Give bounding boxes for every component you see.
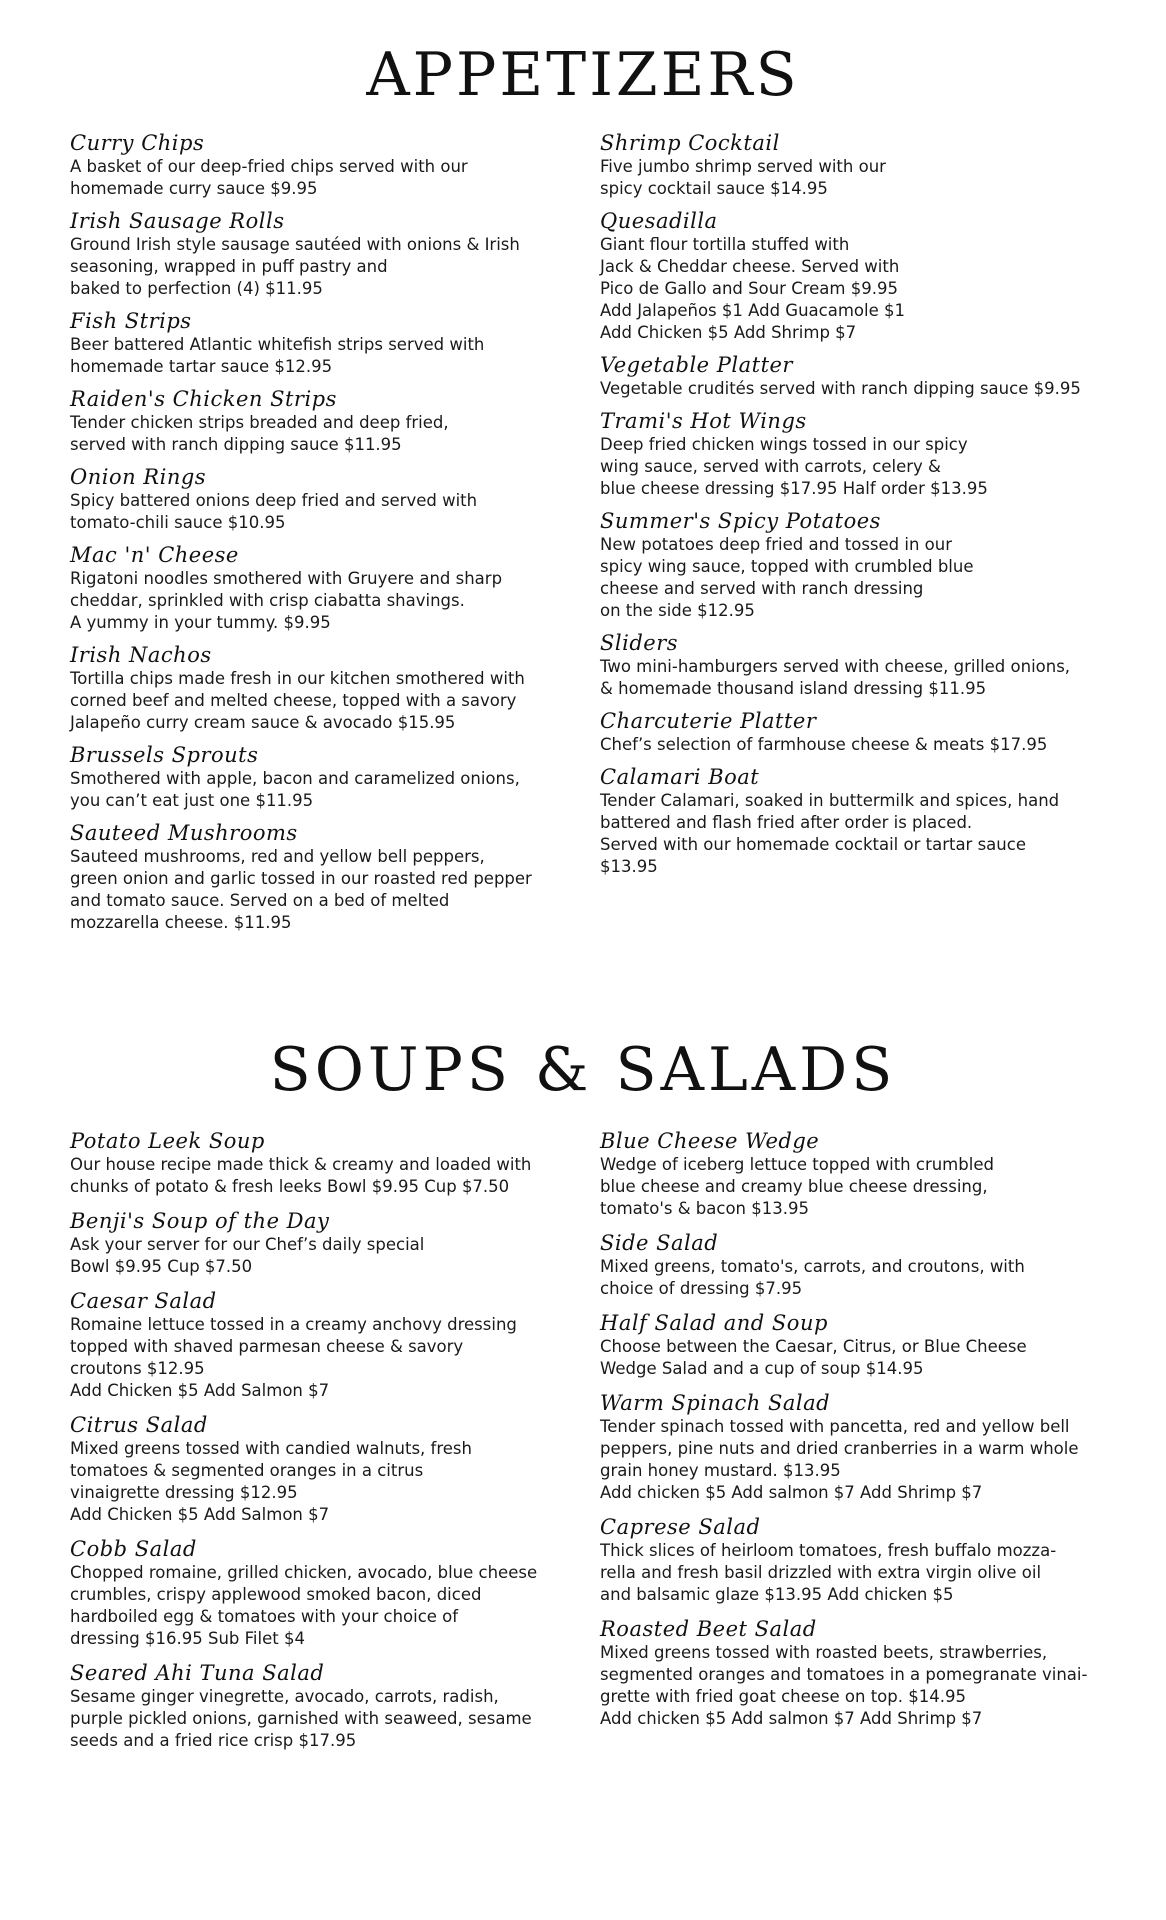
menu-item-description: Our house recipe made thick & creamy and loaded with chunks of potato & fresh leeks Bowl $9.95 Cup $7.50 bbox=[70, 1155, 532, 1196]
menu-item-name: Warm Spinach Salad bbox=[600, 1391, 831, 1415]
menu-item-description: Five jumbo shrimp served with our spicy cocktail sauce $14.95 bbox=[600, 157, 886, 198]
menu-item bbox=[70, 642, 590, 734]
menu-item bbox=[600, 630, 1110, 700]
menu-item-name: Fish Strips bbox=[70, 309, 192, 333]
menu-item-description: Choose between the Caesar, Citrus, or Blue Cheese Wedge Salad and a cup of soup $14.95 bbox=[600, 1337, 1027, 1378]
menu-item bbox=[600, 508, 1110, 622]
soups-salads-right-column bbox=[600, 1128, 1110, 1730]
menu-item-name: Sauteed Mushrooms bbox=[70, 821, 298, 845]
menu-item-name: Roasted Beet Salad bbox=[600, 1617, 817, 1641]
appetizers-right-column bbox=[600, 130, 1110, 878]
menu-item-description: Chopped romaine, grilled chicken, avocado, blue cheese crumbles, crispy applewood smoked bacon, diced hardboiled egg & tomatoes with your choice of dressing $16.95 Sub Filet $4 bbox=[70, 1563, 538, 1648]
menu-item bbox=[70, 1412, 590, 1526]
menu-item-description: Mixed greens tossed with candied walnuts, fresh tomatoes & segmented oranges in a citrus vinaigrette dressing $12.95 Add Chicken $5 Add Salmon $7 bbox=[70, 1439, 472, 1524]
menu-item-name: Calamari Boat bbox=[600, 765, 760, 789]
menu-item bbox=[600, 1128, 1110, 1220]
menu-item bbox=[70, 208, 590, 300]
menu-item bbox=[70, 464, 590, 534]
menu-item-name: Irish Sausage Rolls bbox=[70, 209, 285, 233]
menu-item bbox=[600, 1230, 1110, 1300]
menu-item bbox=[70, 820, 590, 934]
menu-item-name: Blue Cheese Wedge bbox=[600, 1129, 820, 1153]
menu-item-name: Vegetable Platter bbox=[600, 353, 793, 377]
menu-item-name: Curry Chips bbox=[70, 131, 205, 155]
menu-item bbox=[70, 386, 590, 456]
menu-item bbox=[70, 1536, 590, 1650]
menu-item-name: Onion Rings bbox=[70, 465, 207, 489]
menu-item-name: Side Salad bbox=[600, 1231, 719, 1255]
menu-item-name: Raiden's Chicken Strips bbox=[70, 387, 337, 411]
menu-item-name: Cobb Salad bbox=[70, 1537, 197, 1561]
menu-item-description: Romaine lettuce tossed in a creamy anchovy dressing topped with shaved parmesan cheese & savory croutons $12.95 Add Chicken $5 Add Salmon $7 bbox=[70, 1315, 517, 1400]
menu-item bbox=[600, 408, 1110, 500]
menu-item bbox=[70, 1208, 590, 1278]
menu-item-name: Citrus Salad bbox=[70, 1413, 208, 1437]
appetizers-left-column bbox=[70, 130, 590, 934]
menu-item bbox=[600, 1514, 1110, 1606]
menu-item-name: Shrimp Cocktail bbox=[600, 131, 780, 155]
menu-item-name: Irish Nachos bbox=[70, 643, 212, 667]
menu-item bbox=[70, 1288, 590, 1402]
menu-item-name: Quesadilla bbox=[600, 209, 718, 233]
menu-item bbox=[600, 1390, 1110, 1504]
menu-item bbox=[70, 1128, 590, 1198]
menu-item bbox=[600, 352, 1110, 400]
menu-item-name: Caesar Salad bbox=[70, 1289, 217, 1313]
menu-item-description: Vegetable crudités served with ranch dipping sauce $9.95 bbox=[600, 379, 1081, 398]
menu-item-description: Giant flour tortilla stuffed with Jack & Cheddar cheese. Served with Pico de Gallo and Sour Cream $9.95 Add Jalapeños $1 Add Guacamole $1 Add Chicken $5 Add Shrimp $7 bbox=[600, 235, 905, 342]
menu-item-description: Sesame ginger vinegrette, avocado, carrots, radish, purple pickled onions, garnished with seaweed, sesame seeds and a fried rice crisp $17.95 bbox=[70, 1687, 532, 1750]
menu-item-description: Tender chicken strips breaded and deep fried, served with ranch dipping sauce $11.95 bbox=[70, 413, 449, 454]
menu-item-name: Trami's Hot Wings bbox=[600, 409, 807, 433]
menu-item-name: Mac 'n' Cheese bbox=[70, 543, 239, 567]
menu-item-name: Caprese Salad bbox=[600, 1515, 761, 1539]
menu-item bbox=[70, 130, 590, 200]
menu-item-description: Smothered with apple, bacon and caramelized onions, you can’t eat just one $11.95 bbox=[70, 769, 520, 810]
menu-item-description: Rigatoni noodles smothered with Gruyere and sharp cheddar, sprinkled with crisp ciabatta shavings. A yummy in your tummy. $9.95 bbox=[70, 569, 503, 632]
menu-item-name: Benji's Soup of the Day bbox=[70, 1209, 330, 1233]
menu-item-name: Half Salad and Soup bbox=[600, 1311, 828, 1335]
menu-item-description: Chef’s selection of farmhouse cheese & meats $17.95 bbox=[600, 735, 1048, 754]
menu-item-name: Summer's Spicy Potatoes bbox=[600, 509, 881, 533]
menu-item bbox=[600, 1310, 1110, 1380]
menu-item-name: Seared Ahi Tuna Salad bbox=[70, 1661, 325, 1685]
menu-item-name: Potato Leek Soup bbox=[70, 1129, 265, 1153]
menu-item bbox=[70, 542, 590, 634]
menu-item-description: Mixed greens, tomato's, carrots, and croutons, with choice of dressing $7.95 bbox=[600, 1257, 1025, 1298]
soups-salads-left-column bbox=[70, 1128, 590, 1752]
menu-item-description: Thick slices of heirloom tomatoes, fresh buffalo mozza- rella and fresh basil drizzled with extra virgin olive oil and balsamic glaze $13.95 Add chicken $5 bbox=[600, 1541, 1057, 1604]
menu-item-description: Tortilla chips made fresh in our kitchen smothered with corned beef and melted cheese, topped with a savory Jalapeño curry cream sauce & avocado $15.95 bbox=[70, 669, 525, 732]
menu-item-description: Ground Irish style sausage sautéed with onions & Irish seasoning, wrapped in puff pastry and baked to perfection (4) $11.95 bbox=[70, 235, 520, 298]
menu-item bbox=[600, 130, 1110, 200]
menu-item-description: Tender Calamari, soaked in buttermilk and spices, hand battered and flash fried after order is placed. Served with our homemade cocktail or tartar sauce $13.95 bbox=[600, 791, 1060, 876]
menu-item-name: Charcuterie Platter bbox=[600, 709, 817, 733]
menu-item-description: Tender spinach tossed with pancetta, red and yellow bell peppers, pine nuts and dried cranberries in a warm whole grain honey mustard. $13.95 Add chicken $5 Add salmon $7 Add Shrimp $7 bbox=[600, 1417, 1079, 1502]
menu-item-description: Two mini-hamburgers served with cheese, grilled onions, & homemade thousand island dressing $11.95 bbox=[600, 657, 1071, 698]
menu-item bbox=[600, 1616, 1110, 1730]
menu-item-name: Brussels Sprouts bbox=[70, 743, 259, 767]
menu-item bbox=[70, 1660, 590, 1752]
menu-item-name: Sliders bbox=[600, 631, 679, 655]
menu-item bbox=[70, 742, 590, 812]
soups-salads-heading: SOUPS & SALADS bbox=[269, 1035, 897, 1105]
menu-item-description: Beer battered Atlantic whitefish strips served with homemade tartar sauce $12.95 bbox=[70, 335, 485, 376]
menu-item-description: Ask your server for our Chef’s daily special Bowl $9.95 Cup $7.50 bbox=[70, 1235, 425, 1276]
menu-item-description: Deep fried chicken wings tossed in our spicy wing sauce, served with carrots, celery & blue cheese dressing $17.95 Half order $13.95 bbox=[600, 435, 988, 498]
menu-item bbox=[70, 308, 590, 378]
menu-item-description: Spicy battered onions deep fried and served with tomato-chili sauce $10.95 bbox=[70, 491, 478, 532]
menu-item-description: Mixed greens tossed with roasted beets, strawberries, segmented oranges and tomatoes in a pomegranate vinai- grette with fried goat cheese on top. $14.95 Add chicken $5 Add salmon $7 Add Shrimp $7 bbox=[600, 1643, 1088, 1728]
menu-item-description: Wedge of iceberg lettuce topped with crumbled blue cheese and creamy blue cheese dressing, tomato's & bacon $13.95 bbox=[600, 1155, 994, 1218]
menu-item-description: New potatoes deep fried and tossed in our spicy wing sauce, topped with crumbled blue cheese and served with ranch dressing on the side $12.95 bbox=[600, 535, 974, 620]
menu-item bbox=[600, 764, 1110, 878]
appetizers-heading: APPETIZERS bbox=[366, 40, 800, 110]
menu-item-description: A basket of our deep-fried chips served with our homemade curry sauce $9.95 bbox=[70, 157, 468, 198]
menu-item bbox=[600, 708, 1110, 756]
menu-item bbox=[600, 208, 1110, 344]
menu-item-description: Sauteed mushrooms, red and yellow bell peppers, green onion and garlic tossed in our roasted red pepper and tomato sauce. Served on a bed of melted mozzarella cheese. $11.95 bbox=[70, 847, 532, 932]
